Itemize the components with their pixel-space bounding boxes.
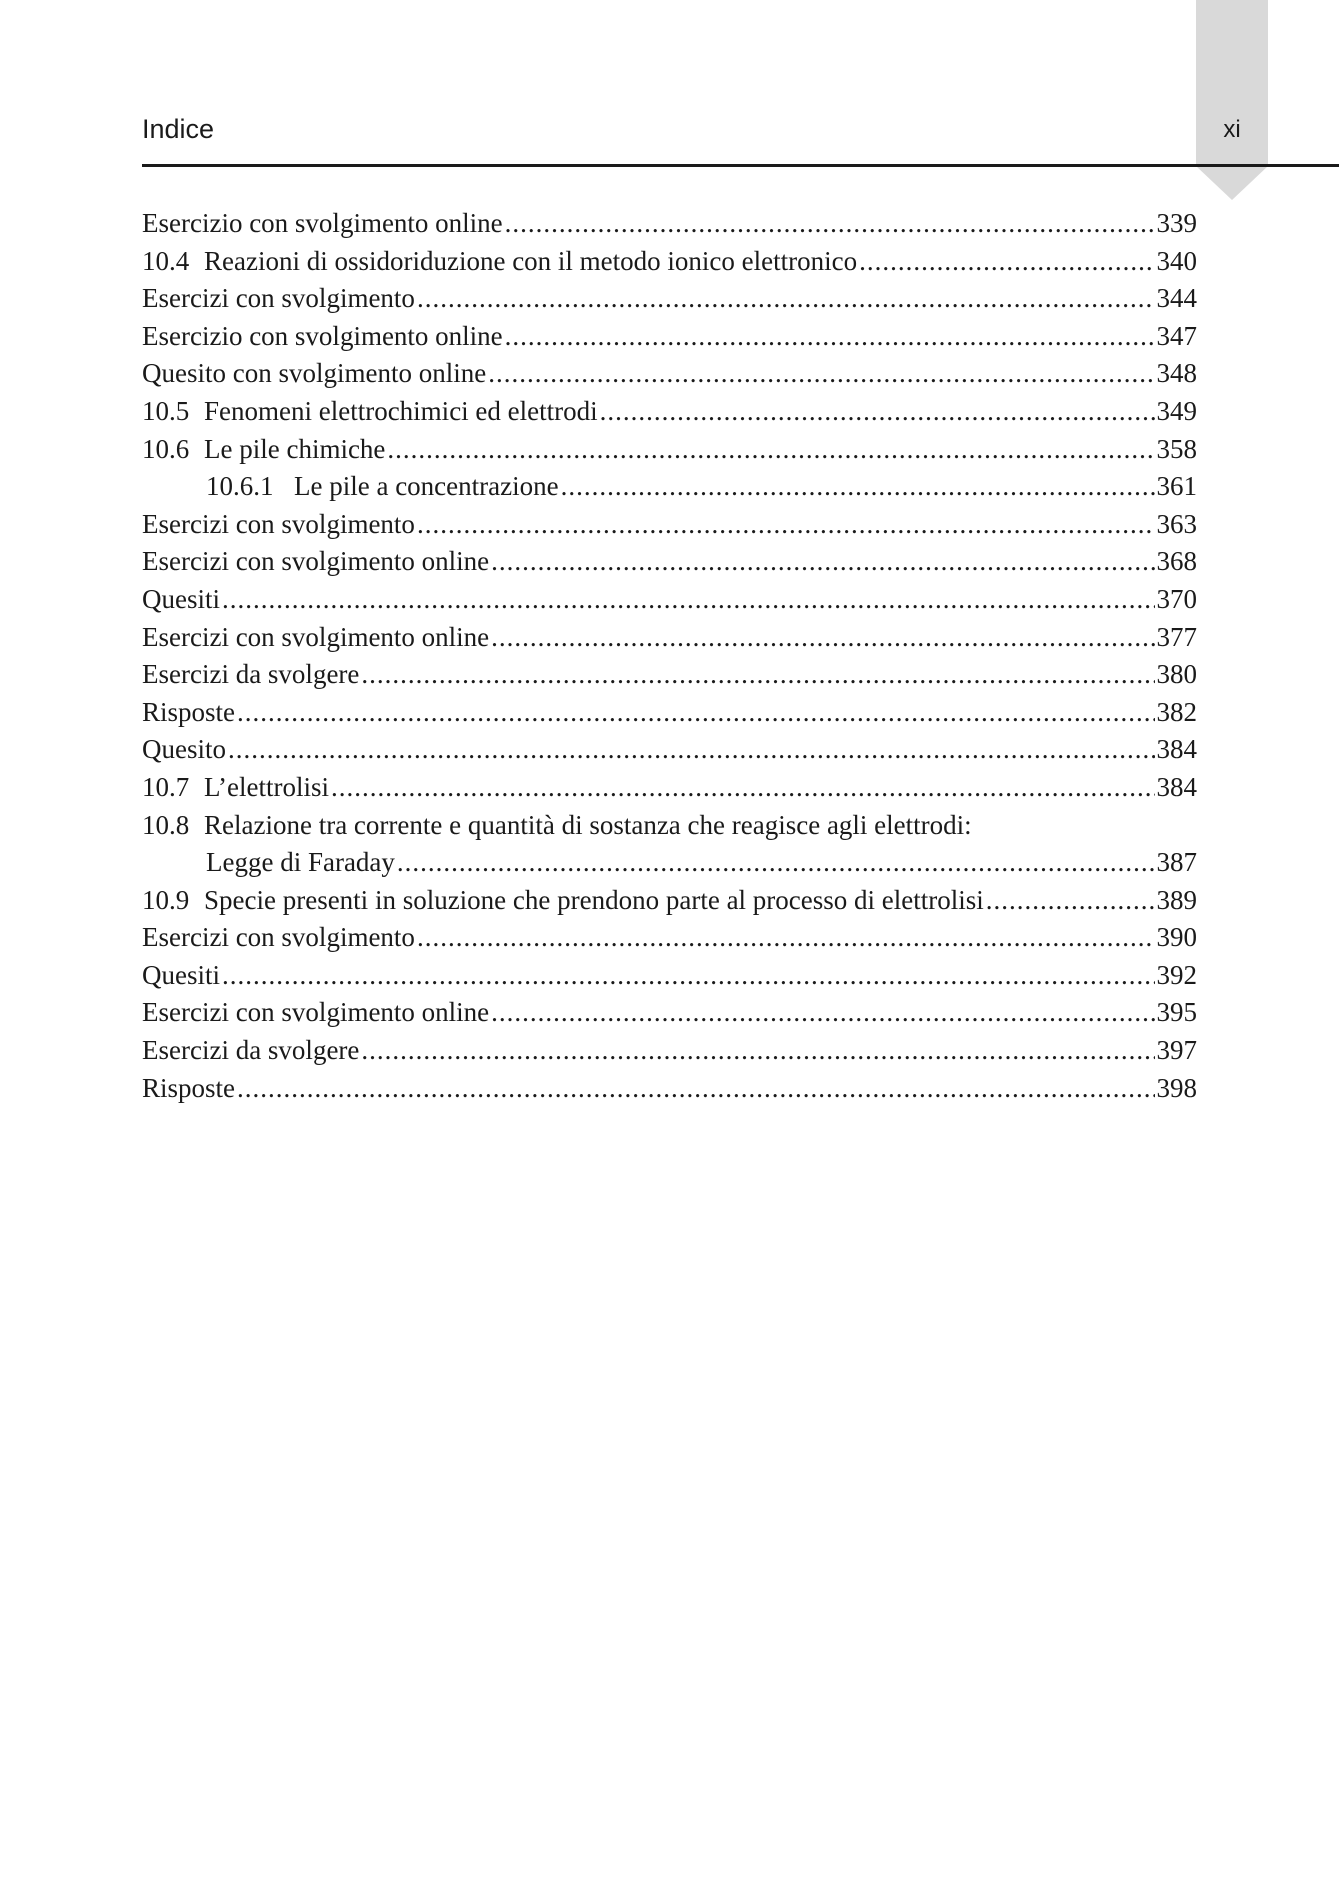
toc-entry-title: Le pile a concentrazione [294, 471, 559, 502]
toc-dot-leader [228, 731, 1155, 769]
toc-entry-page: 368 [1156, 546, 1197, 577]
toc-entry-title: Quesiti [142, 959, 220, 990]
toc-dot-leader [361, 656, 1154, 694]
toc-entry[interactable] [142, 243, 1197, 281]
toc-dot-leader [222, 581, 1155, 619]
toc-dot-leader [237, 694, 1154, 732]
toc-entry-page: 348 [1156, 358, 1197, 389]
toc-entry[interactable] [142, 318, 1197, 356]
toc-entry-title: Quesito con svolgimento online [142, 358, 487, 389]
toc-entry-title: Esercizi con svolgimento [142, 508, 415, 539]
toc-entry[interactable] [142, 919, 1197, 957]
toc-dot-leader [417, 919, 1155, 957]
toc-dot-leader [491, 994, 1154, 1032]
toc-entry-page: 384 [1156, 771, 1197, 802]
toc-entry-page: 382 [1156, 696, 1197, 727]
header-rule [142, 164, 1339, 167]
toc-dot-leader [505, 205, 1155, 243]
toc-entry-page: 347 [1156, 320, 1197, 351]
toc-entry-title: Reazioni di ossidoriduzione con il metodo ionico elettronico [204, 245, 858, 276]
toc-entry-page: 339 [1156, 208, 1197, 238]
toc-entry-title: Esercizi con svolgimento [142, 922, 415, 953]
toc-entry-number: 10.6 [142, 433, 190, 464]
toc-dot-leader [237, 1070, 1154, 1108]
toc-dot-leader [505, 318, 1155, 356]
toc-dot-leader [361, 1032, 1154, 1070]
toc-entry-title: L’elettrolisi [204, 771, 329, 802]
toc-entry-title: Esercizi con svolgimento online [142, 546, 490, 577]
running-title: Indice [142, 114, 215, 144]
toc-entry[interactable] [142, 506, 1197, 544]
toc-entry[interactable] [142, 431, 1197, 469]
toc-entry-page: 344 [1156, 283, 1197, 314]
toc-entry-title: Quesito [142, 734, 226, 765]
toc-entry[interactable] [142, 1032, 1197, 1070]
toc-entry-title: Le pile chimiche [204, 433, 386, 464]
toc-entry-title: Specie presenti in soluzione che prendono parte al processo di elettrolisi [204, 884, 984, 915]
toc-entry-page: 363 [1156, 508, 1197, 539]
toc-entry-page: 349 [1156, 395, 1197, 426]
toc-entry[interactable] [142, 393, 1197, 431]
toc-entry[interactable] [142, 844, 1197, 882]
toc-entry-number: 10.6.1 [206, 471, 274, 502]
toc-dot-leader [859, 243, 1154, 281]
toc-entry-title: Esercizi con svolgimento online [142, 621, 490, 652]
toc-entry[interactable] [142, 656, 1197, 694]
toc-dot-leader [986, 882, 1155, 920]
toc-entry-title: Esercizi con svolgimento [142, 283, 415, 314]
toc-entry-title: Relazione tra corrente e quantità di sostanza che reagisce agli elettrodi: [204, 809, 972, 840]
toc-dot-leader [222, 957, 1155, 995]
toc-entry-number: 10.4 [142, 245, 190, 276]
toc-entry[interactable] [142, 882, 1197, 920]
toc-entry-page: 340 [1156, 245, 1197, 276]
toc-entry-page: 389 [1156, 884, 1197, 915]
toc-dot-leader [491, 619, 1154, 657]
toc-entry-page: 361 [1156, 471, 1197, 502]
toc-entry-page: 384 [1156, 734, 1197, 765]
toc-entry[interactable] [142, 543, 1197, 581]
toc-entry[interactable] [142, 355, 1197, 393]
page-tab-marker [1196, 0, 1268, 200]
toc-entry[interactable] [142, 994, 1197, 1032]
toc-entry-page: 358 [1156, 433, 1197, 464]
toc-entry[interactable] [142, 619, 1197, 657]
toc-entry[interactable] [142, 769, 1197, 807]
toc-entry[interactable] [142, 957, 1197, 995]
toc-entry[interactable] [142, 581, 1197, 619]
toc-entry-title: Quesiti [142, 583, 220, 614]
toc-entry-number: 10.7 [142, 771, 190, 802]
toc-dot-leader [417, 280, 1155, 318]
toc-dot-leader [387, 431, 1154, 469]
toc-entry-number: 10.8 [142, 809, 190, 840]
toc-entry-page: 390 [1156, 922, 1197, 953]
toc-entry-page: 377 [1156, 621, 1197, 652]
toc-entry-title: Risposte [142, 1072, 236, 1103]
toc-entry[interactable] [142, 1070, 1197, 1108]
toc-entry-page: 395 [1156, 997, 1197, 1028]
toc-entry-page: 397 [1156, 1035, 1197, 1066]
toc-entry[interactable] [142, 205, 1197, 243]
toc-entry-title: Esercizi da svolgere [142, 1035, 360, 1066]
toc-entry-title: Esercizio con svolgimento online [142, 208, 503, 238]
toc-entry[interactable] [142, 807, 1197, 845]
toc-entry-title: Esercizi con svolgimento online [142, 997, 490, 1028]
toc-dot-leader [600, 393, 1155, 431]
toc-entry-page: 380 [1156, 659, 1197, 690]
toc-entry-page: 398 [1156, 1072, 1197, 1103]
toc-entry-title: Risposte [142, 696, 236, 727]
toc-entry-number: 10.5 [142, 395, 190, 426]
toc-dot-leader [397, 844, 1155, 882]
toc-entry-title: Legge di Faraday [206, 847, 395, 878]
toc-dot-leader [491, 543, 1154, 581]
toc-dot-leader [417, 506, 1155, 544]
toc-entry-title: Esercizi da svolgere [142, 659, 360, 690]
toc-dot-leader [488, 355, 1154, 393]
toc-entry-title: Fenomeni elettrochimici ed elettrodi [204, 395, 598, 426]
toc-entry-page: 392 [1156, 959, 1197, 990]
toc-entry[interactable] [142, 731, 1197, 769]
toc-dot-leader [331, 769, 1155, 807]
table-of-contents [142, 205, 1197, 1107]
toc-entry-number: 10.9 [142, 884, 190, 915]
toc-entry[interactable] [142, 280, 1197, 318]
toc-entry[interactable] [142, 694, 1197, 732]
toc-entry-page: 370 [1156, 583, 1197, 614]
toc-dot-leader [561, 468, 1155, 506]
toc-entry[interactable] [142, 468, 1197, 506]
toc-entry-title: Esercizio con svolgimento online [142, 320, 503, 351]
page-number: xi [1223, 116, 1241, 143]
toc-entry-page: 387 [1156, 847, 1197, 878]
